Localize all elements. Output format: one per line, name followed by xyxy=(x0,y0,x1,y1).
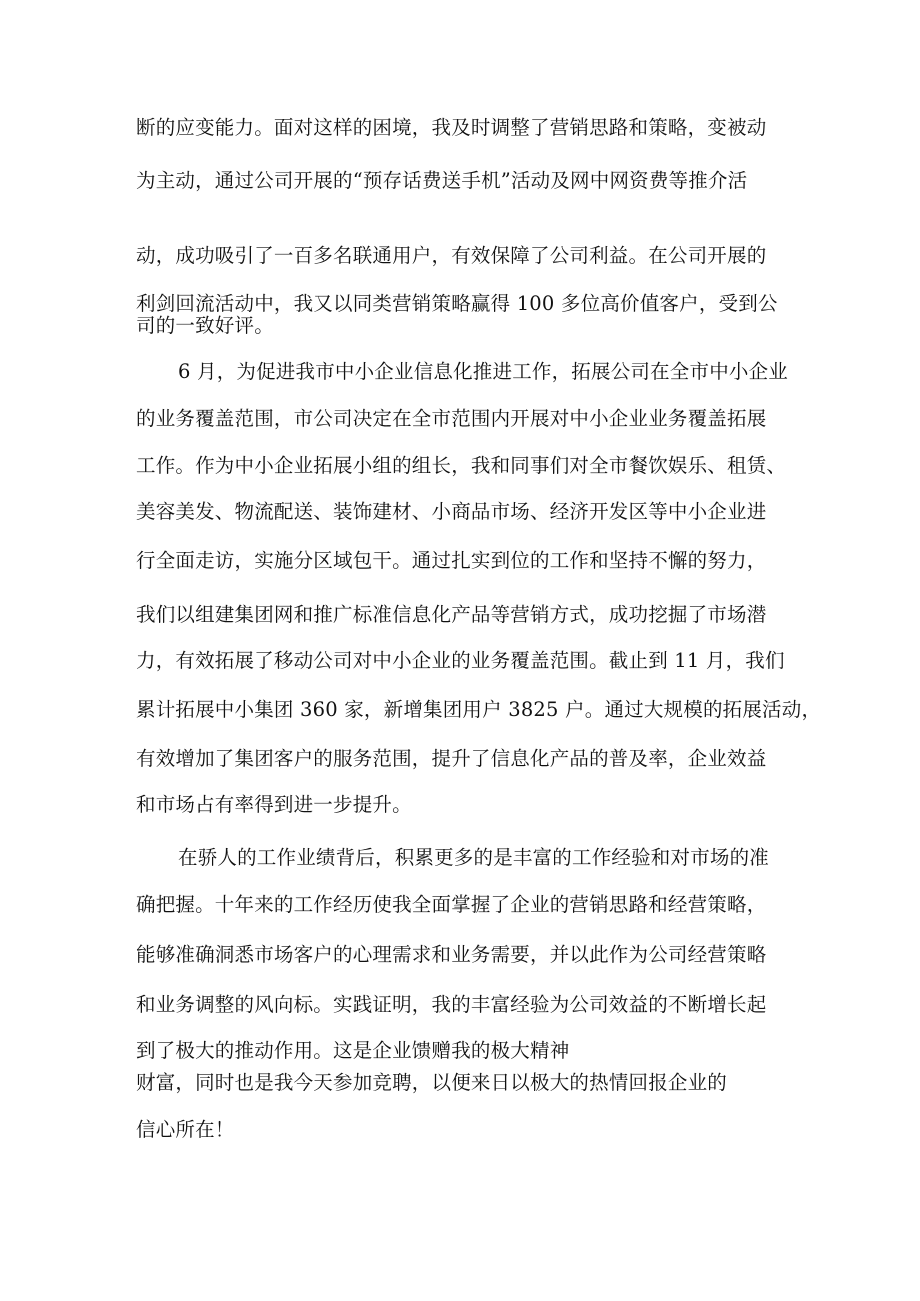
text-line: 的业务覆盖范围，市公司决定在全市范围内开展对中小企业业务覆盖拓展 xyxy=(136,407,767,430)
text-line: 累计拓展中小集团 360 家，新增集团用户 3825 户。通过大规模的拓展活动， xyxy=(136,698,822,721)
text-line: 行全面走访，实施分区域包干。通过扎实到位的工作和坚持不懈的努力， xyxy=(136,549,767,572)
text-line: 有效增加了集团客户的服务范围，提升了信息化产品的普及率，企业效益 xyxy=(136,747,767,770)
text-line: 利剑回流活动中，我又以同类营销策略赢得 100 多位高价值客户，受到公 xyxy=(136,292,778,315)
text-line: 美容美发、物流配送、装饰建材、小商品市场、经济开发区等中小企业进 xyxy=(136,500,767,523)
text-line: 断的应变能力。面对这样的困境，我及时调整了营销思路和策略，变被动 xyxy=(136,116,767,139)
text-line: 信心所在！ xyxy=(136,1118,235,1141)
text-line: 司的一致好评。 xyxy=(136,314,274,337)
text-line: 在骄人的工作业绩背后，积累更多的是丰富的工作经验和对市场的准 xyxy=(178,846,770,869)
text-line: 为主动，通过公司开展的“预存话费送手机”活动及网中网资费等推介活 xyxy=(136,169,748,192)
text-line: 动，成功吸引了一百多名联通用户，有效保障了公司利益。在公司开展的 xyxy=(136,244,767,267)
text-line: 我们以组建集团网和推广标准信息化产品等营销方式，成功挖掘了市场潜 xyxy=(136,603,767,626)
text-line: 力，有效拓展了移动公司对中小企业的业务覆盖范围。截止到 11 月，我们 xyxy=(136,649,785,672)
text-line: 确把握。十年来的工作经历使我全面掌握了企业的营销思路和经营策略， xyxy=(136,893,767,916)
text-line: 6 月，为促进我市中小企业信息化推进工作，拓展公司在全市中小企业 xyxy=(178,360,789,383)
text-line: 财富，同时也是我今天参加竞聘，以便来日以极大的热情回报企业的 xyxy=(136,1071,728,1094)
text-line: 和业务调整的风向标。实践证明，我的丰富经验为公司效益的不断增长起 xyxy=(136,993,767,1016)
text-line: 和市场占有率得到进一步提升。 xyxy=(136,793,412,816)
text-line: 工作。作为中小企业拓展小组的组长，我和同事们对全市餐饮娱乐、租赁、 xyxy=(136,454,787,477)
text-line: 能够准确洞悉市场客户的心理需求和业务需要，并以此作为公司经营策略 xyxy=(136,943,767,966)
text-line: 到了极大的推动作用。这是企业馈赠我的极大精神 xyxy=(136,1039,570,1062)
